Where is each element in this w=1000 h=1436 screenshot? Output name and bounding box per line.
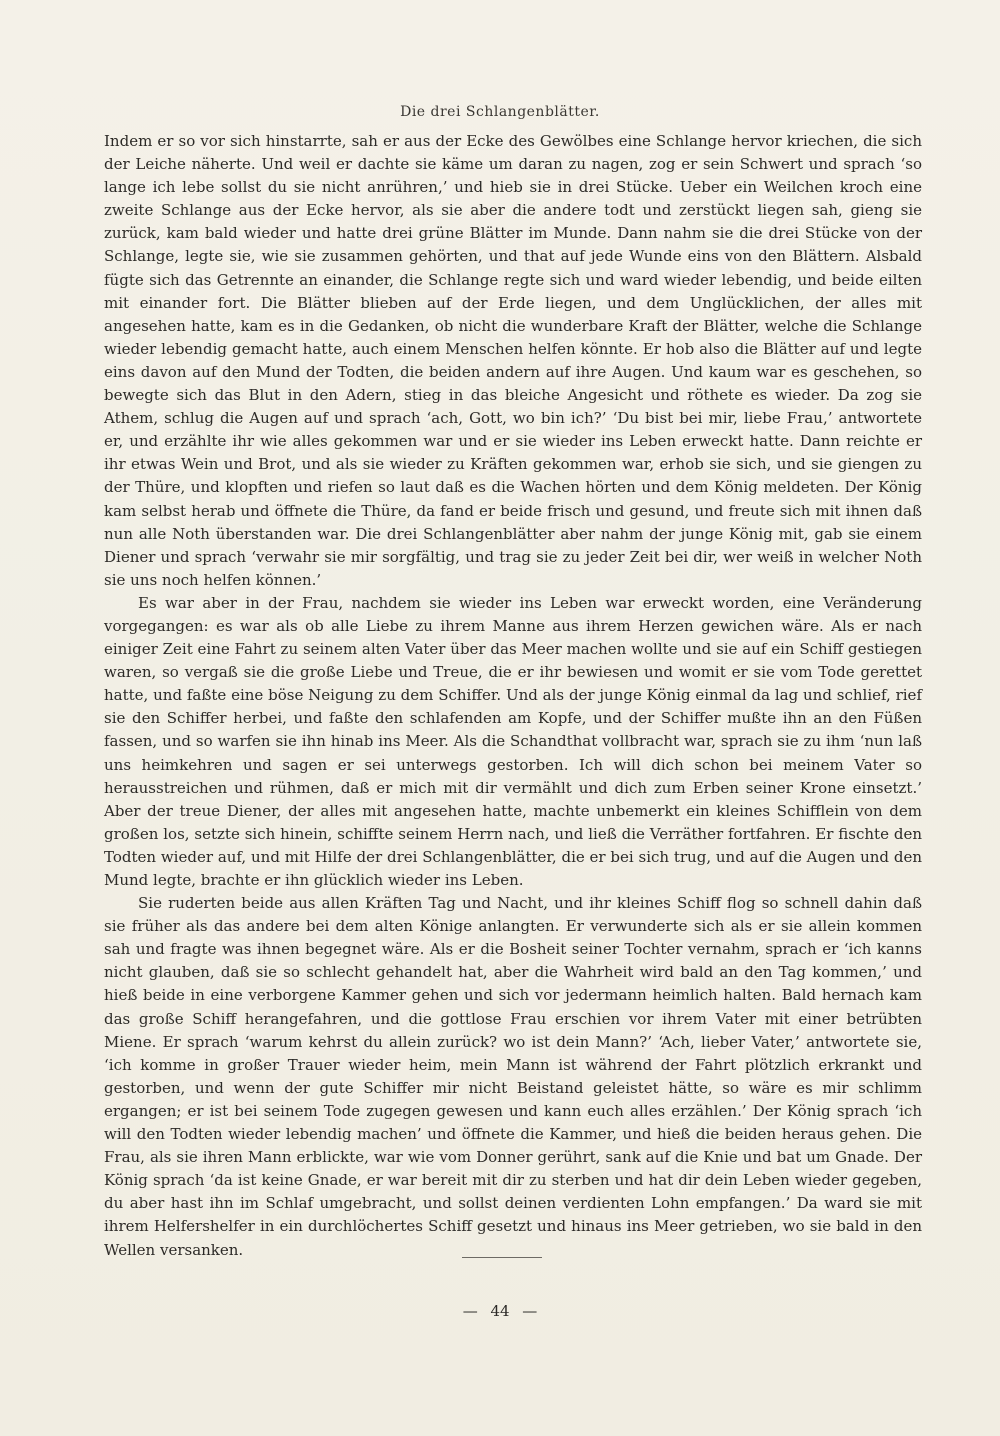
paragraph-2: Es war aber in der Frau, nachdem sie wieder ins Leben war erweckt worden, eine Veränderung vorgegangen: es war als ob alle Liebe zu ihrem Manne aus ihrem Herzen gewichen wäre. Als er nach einiger Zeit eine Fahrt zu seinem alten Vater über das Meer machen wollte und sie auf ein Schiff gestiegen waren, so vergaß sie die große Liebe und Treue, die er ihr bewiesen und womit er sie vom Tode gerettet hatte, und faßte eine böse Neigung zu dem Schiffer. Und als der junge König einmal da lag und schlief, rief sie den Schiffer herbei, und faßte den schlafenden am Kopfe, und der Schiffer mußte ihn an den Füßen fassen, und so warfen sie ihn hinab ins Meer. Als die Schandthat vollbracht war, sprach sie zu ihm ‘nun laß uns heimkehren und sagen er sei unterwegs gestorben. Ich will dich schon bei meinem Vater so herausstreichen und rühmen, daß er mich mit dir vermählt und dich zum Erben seiner Krone einsetzt.’ Aber der treue Diener, der alles mit angesehen hatte, machte unbemerkt ein kleines Schifflein von dem großen los, setzte sich hinein, schiffte seinem Herrn nach, und ließ die Verräther fortfahren. Er fischte den Todten wieder auf, und mit Hilfe der drei Schlangenblätter, die er bei sich trug, und auf die Augen und den Mund legte, brachte er ihn glücklich wieder ins Leben. xyxy=(104,593,922,889)
story-text xyxy=(104,130,922,1262)
end-rule xyxy=(462,1257,542,1258)
page-number: — 44 — xyxy=(462,1302,538,1320)
running-title: Die drei Schlangenblätter. xyxy=(400,104,600,120)
paragraph-3: Sie ruderten beide aus allen Kräften Tag und Nacht, und ihr kleines Schiff flog so schnell dahin daß sie früher als das andere bei dem alten Könige anlangten. Er verwunderte sich als er sie allein kommen sah und fragte was ihnen begegnet wäre. Als er die Bosheit seiner Tochter vernahm, sprach er ‘ich kanns nicht glauben, daß sie so schlecht gehandelt hat, aber die Wahrheit wird bald an den Tag kommen,’ und hieß beide in eine verborgene Kammer gehen und sich vor jedermann heimlich halten. Bald hernach kam das große Schiff herangefahren, und die gottlose Frau erschien vor ihrem Vater mit einer betrübten Miene. Er sprach ‘warum kehrst du allein zurück? wo ist dein Mann?’ ‘Ach, lieber Vater,’ antwortete sie, ‘ich komme in großer Trauer wieder heim, mein Mann ist während der Fahrt plötzlich erkrankt und gestorben, und wenn der gute Schiffer mir nicht Beistand geleistet hätte, so wäre es mir schlimm ergangen; er ist bei seinem Tode zugegen gewesen und kann euch alles erzählen.’ Der König sprach ‘ich will den Todten wieder lebendig machen’ und öffnete die Kammer, und hieß die beiden heraus gehen. Die Frau, als sie ihren Mann erblickte, war wie vom Donner gerührt, sank auf die Knie und bat um Gnade. Der König sprach ‘da ist keine Gnade, er war bereit mit dir zu sterben und hat dir dein Leben wieder gegeben, du aber hast ihn im Schlaf umgebracht, und sollst deinen verdienten Lohn empfangen.’ Da ward sie mit ihrem Helfershelfer in ein durchlöchertes Schiff gesetzt und hinaus ins Meer getrieben, wo sie bald in den Wellen versanken. xyxy=(104,894,922,1259)
paragraph-1: Indem er so vor sich hinstarrte, sah er aus der Ecke des Gewölbes eine Schlange hervor kriechen, die sich der Leiche näherte. Und weil er dachte sie käme um daran zu nagen, zog er sein Schwert und sprach ‘so lange ich lebe sollst du sie nicht anrühren,’ und hieb sie in drei Stücke. Ueber ein Weilchen kroch eine zweite Schlange aus der Ecke hervor, als sie aber die andere todt und zerstückt liegen sah, gieng sie zurück, kam bald wieder und hatte drei grüne Blätter im Munde. Dann nahm sie die drei Stücke von der Schlange, legte sie, wie sie zusammen gehörten, und that auf jede Wunde eins von den Blättern. Alsbald fügte sich das Getrennte an einander, die Schlange regte sich und ward wieder lebendig, und beide eilten mit einander fort. Die Blätter blieben auf der Erde liegen, und dem Unglücklichen, der alles mit angesehen hatte, kam es in die Gedanken, ob nicht die wunderbare Kraft der Blätter, welche die Schlange wieder lebendig gemacht hatte, auch einem Menschen helfen könnte. Er hob also die Blätter auf und legte eins davon auf den Mund der Todten, die beiden andern auf ihre Augen. Und kaum war es geschehen, so bewegte sich das Blut in den Adern, stieg in das bleiche Angesicht und röthete es wieder. Da zog sie Athem, schlug die Augen auf und sprach ‘ach, Gott, wo bin ich?’ ‘Du bist bei mir, liebe Frau,’ antwortete er, und erzählte ihr wie alles gekommen war und er sie wieder ins Leben erweckt hatte. Dann reichte er ihr etwas Wein und Brot, und als sie wieder zu Kräften gekommen war, erhob sie sich, und sie giengen zu der Thüre, und klopften und riefen so laut daß es die Wachen hörten und dem König meldeten. Der König kam selbst herab und öffnete die Thüre, da fand er beide frisch und gesund, und freute sich mit ihnen daß nun alle Noth überstanden war. Die drei Schlangenblätter aber nahm der junge König mit, gab sie einem Diener und sprach ‘verwahr sie mir sorgfältig, und trag sie zu jeder Zeit bei dir, wer weiß in welcher Noth sie uns noch helfen können.’ xyxy=(104,132,922,589)
